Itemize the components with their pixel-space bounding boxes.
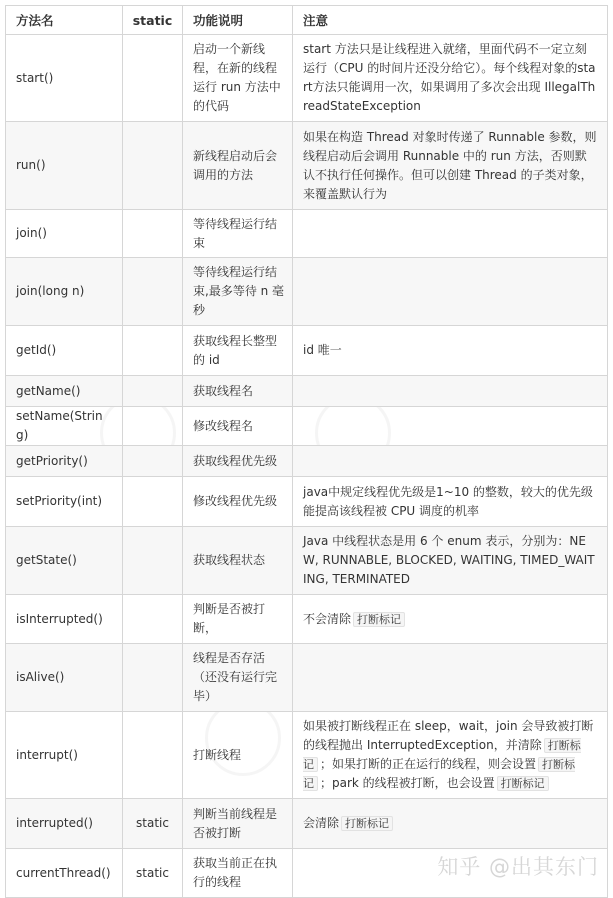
header-note: 注意 (293, 6, 608, 35)
method-note (293, 849, 608, 898)
inline-code-interrupt-flag: 打断标记 (341, 816, 393, 831)
header-method: 方法名 (6, 6, 123, 35)
method-name: interrupted() (6, 799, 123, 849)
method-description: 判断当前线程是否被打断 (183, 799, 293, 849)
method-note: id 唯一 (293, 326, 608, 376)
method-description: 获取线程状态 (183, 527, 293, 595)
static-flag (123, 446, 183, 477)
method-note (293, 595, 608, 644)
method-note (293, 376, 608, 407)
method-description: 获取线程优先级 (183, 446, 293, 477)
method-name: run() (6, 122, 123, 210)
method-name: start() (6, 35, 123, 122)
static-flag (123, 477, 183, 527)
table-row (6, 595, 608, 644)
static-flag (123, 210, 183, 258)
header-static: static (123, 6, 183, 35)
table-row (6, 477, 608, 527)
static-flag (123, 407, 183, 446)
method-note: 如果在构造 Thread 对象时传递了 Runnable 参数，则线程启动后会调用 Runnable 中的 run 方法，否则默认不执行任何操作。但可以创建 Thread 的子类对象，来覆盖默认行为 (293, 122, 608, 210)
method-name: interrupt() (6, 712, 123, 799)
method-name: isAlive() (6, 644, 123, 712)
static-flag (123, 35, 183, 122)
method-name: currentThread() (6, 849, 123, 898)
static-flag (123, 595, 183, 644)
method-note (293, 712, 608, 799)
method-note: java中规定线程优先级是1~10 的整数，较大的优先级能提高该线程被 CPU 调度的机率 (293, 477, 608, 527)
table-header-row (6, 6, 608, 35)
table-row (6, 712, 608, 799)
static-flag (123, 122, 183, 210)
method-name: getName() (6, 376, 123, 407)
method-description: 线程是否存活（还没有运行完毕） (183, 644, 293, 712)
method-note (293, 799, 608, 849)
note-text: 不会清除 (303, 611, 352, 626)
static-flag: static (123, 849, 183, 898)
method-note: Java 中线程状态是用 6 个 enum 表示，分别为：NEW, RUNNABLE, BLOCKED, WAITING, TIMED_WAITING, TERMINATED (293, 527, 608, 595)
table-row (6, 210, 608, 258)
method-description: 等待线程运行结束 (183, 210, 293, 258)
method-note (293, 644, 608, 712)
method-note: start 方法只是让线程进入就绪，里面代码不一定立刻运行（CPU 的时间片还没分给它）。每个线程对象的start方法只能调用一次，如果调用了多次会出现 IllegalThreadStateException (293, 35, 608, 122)
static-flag: static (123, 799, 183, 849)
static-flag (123, 644, 183, 712)
method-name: getPriority() (6, 446, 123, 477)
method-note (293, 407, 608, 446)
table-row (6, 799, 608, 849)
method-description: 修改线程名 (183, 407, 293, 446)
inline-code-interrupt-flag: 打断标记 (497, 776, 549, 791)
static-flag (123, 258, 183, 326)
method-description: 打断线程 (183, 712, 293, 799)
table-row (6, 644, 608, 712)
table-row (6, 407, 608, 446)
inline-code-interrupt-flag: 打断标记 (303, 739, 581, 771)
method-note (293, 446, 608, 477)
inline-code-interrupt-flag: 打断标记 (303, 758, 576, 790)
note-text: 如果被打断线程正在 sleep，wait，join 会导致被打断的线程抛出 InterruptedException，并清除 (303, 719, 594, 752)
method-name: setPriority(int) (6, 477, 123, 527)
table-row (6, 258, 608, 326)
static-flag (123, 326, 183, 376)
table-row (6, 35, 608, 122)
header-description: 功能说明 (183, 6, 293, 35)
method-name: getId() (6, 326, 123, 376)
method-note (293, 210, 608, 258)
table-row (6, 849, 608, 898)
method-name: getState() (6, 527, 123, 595)
method-name: join() (6, 210, 123, 258)
method-description: 获取线程名 (183, 376, 293, 407)
note-text: 会清除 (303, 816, 340, 830)
inline-code-interrupt-flag: 打断标记 (353, 612, 405, 627)
method-name: isInterrupted() (6, 595, 123, 644)
method-description: 等待线程运行结束,最多等待 n 毫秒 (183, 258, 293, 326)
static-flag (123, 712, 183, 799)
zhihu-author-watermark: 知乎 @出其东门 (437, 855, 599, 879)
method-description: 获取线程长整型的 id (183, 326, 293, 376)
table-row (6, 122, 608, 210)
method-description: 新线程启动后会调用的方法 (183, 122, 293, 210)
table-row (6, 376, 608, 407)
table-row (6, 446, 608, 477)
static-flag (123, 527, 183, 595)
method-description: 启动一个新线程，在新的线程运行 run 方法中的代码 (183, 35, 293, 122)
thread-methods-table (5, 5, 608, 898)
method-name: join(long n) (6, 258, 123, 326)
method-description: 修改线程优先级 (183, 477, 293, 527)
static-flag (123, 376, 183, 407)
method-name: setName(String) (6, 407, 123, 446)
table-row (6, 326, 608, 376)
table-row (6, 527, 608, 595)
note-text: ；如果打断的正在运行的线程，则会设置 (320, 757, 537, 771)
method-description: 判断是否被打断， (183, 595, 293, 644)
note-text: ；park 的线程被打断，也会设置 (320, 776, 495, 790)
method-description: 获取当前正在执行的线程 (183, 849, 293, 898)
method-note (293, 258, 608, 326)
